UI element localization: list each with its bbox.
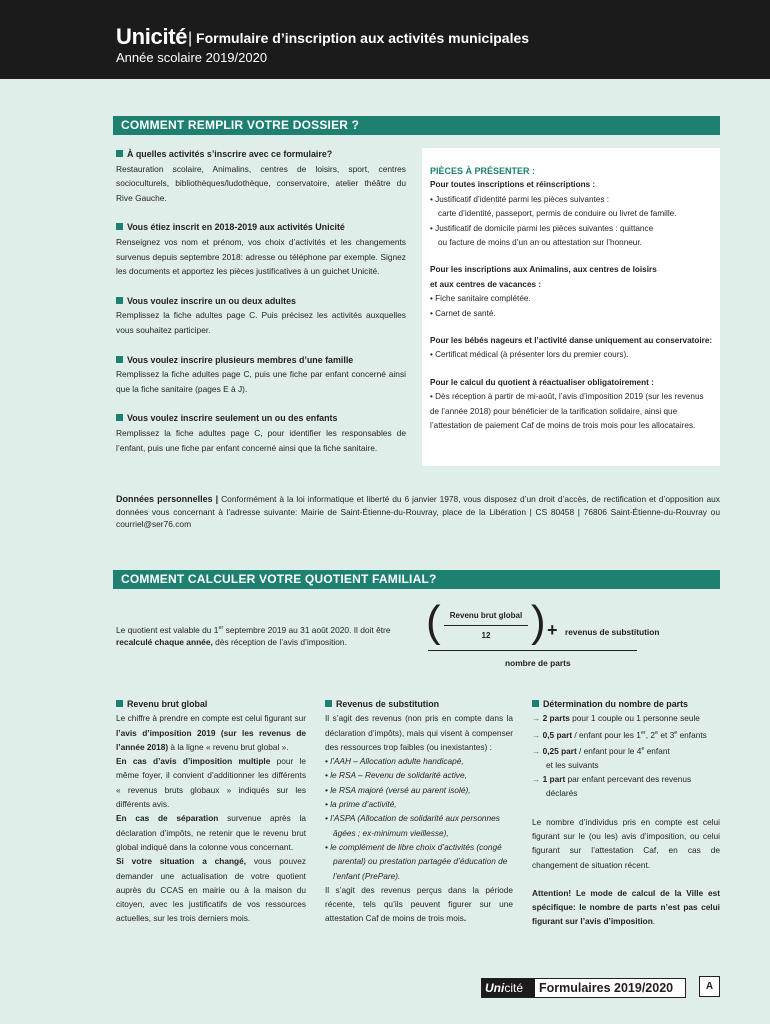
page-number: A bbox=[699, 976, 720, 997]
instruction-heading: À quelles activités s’inscrire avec ce formulaire? bbox=[127, 149, 333, 159]
list-item: • le RSA – Revenu de solidarité active, bbox=[325, 770, 467, 781]
fraction-line bbox=[444, 625, 528, 626]
instruction-text: Remplissez la fiche adultes page C, pour identifier les responsables de l’enfant, puis une fiche par enfant concerné ainsi que la fiche sanitaire. bbox=[116, 427, 406, 453]
list-item: • le complément de libre choix d’activités (congé parental) ou prestation partagée d’éducation de l’enfant (PrePare). bbox=[325, 841, 508, 881]
form-title bbox=[188, 30, 529, 48]
pieces-line: ou facture de moins d’un an ou attestation sur l’honneur. bbox=[438, 238, 642, 248]
pieces-line: • Justificatif d’identité parmi les pièces suivantes : bbox=[430, 194, 609, 204]
footer-label: Formulaires 2019/2020 bbox=[539, 981, 674, 995]
personal-data-label: Données personnelles | bbox=[116, 494, 219, 504]
bullet-square-icon bbox=[116, 223, 123, 230]
bullet-square-icon bbox=[116, 150, 123, 157]
page-header bbox=[0, 0, 770, 79]
pieces-group-title: Pour le calcul du quotient à réactualiser obligatoirement : bbox=[430, 377, 654, 387]
pieces-text: • Dès réception à partir de mi-août, l’avis d’imposition 2019 (sur les revenus de l’année 2018) pour bénéficier de la tarification solidaire, ainsi que l’attestation de paiement Caf de moins de trois mois pour les allocataires. bbox=[430, 392, 704, 431]
instruction-text: Remplissez la fiche adultes page C. Puis précisez les activités auxquelles vous souhaitez participer. bbox=[116, 310, 406, 335]
instruction-item bbox=[116, 411, 406, 455]
form-title-text: Formulaire d’inscription aux activités municipales bbox=[196, 30, 530, 46]
parts-rule: → 0,25 part / enfant pour le 4e enfant bbox=[532, 745, 670, 756]
instruction-item bbox=[116, 220, 406, 278]
pieces-line: carte d’identité, passeport, permis de conduire ou livret de famille. bbox=[438, 209, 677, 219]
instruction-heading: Vous voulez inscrire un ou deux adultes bbox=[127, 295, 296, 306]
pieces-box bbox=[422, 148, 720, 466]
pieces-group-title: Pour les bébés nageurs et l’activité danse uniquement au conservatoire: bbox=[430, 336, 713, 346]
dossier-instructions bbox=[116, 147, 406, 455]
pieces-line: • Carnet de santé. bbox=[430, 308, 496, 318]
list-item: • l’ASPA (Allocation de solidarité aux personnes âgées ; ex-minimum vieillesse), bbox=[325, 813, 500, 838]
unicite-logo: Unicité bbox=[482, 979, 535, 997]
column-heading: Revenu brut global bbox=[127, 699, 208, 709]
column-nombre-parts: Détermination du nombre de parts → 2 parts pour 1 couple ou 1 personne seule → 0,5 part / enfant pour les 1er, 2e et 3e enfants → 0,25 part / enfant pour le 4e enfant et les suivants → 1 part par enfant percevant des revenus déclarés Le nombre d’individus pris en compte est celui figurant sur le (ou les) avis d’imposition, ou celui figurant sur l’attestation Caf, en cas de changement de situation récent. Attention! Le mode de calcul de la Ville est spécifique: le nombre de parts n’est pas celui figurant sur l’avis d’imposition. bbox=[532, 699, 720, 927]
footer-brand bbox=[481, 978, 686, 998]
column-revenu-brut: Revenu brut global Le chiffre à prendre en compte est celui figurant sur l’avis d’imposition 2019 (sur les revenus de l’année 2018) à la ligne « revenu brut global ». En cas d’avis d’imposition multiple pour le même foyer, il convient d’additionner les différents « revenus bruts globaux » indiqués sur les différents avis. En cas de séparation survenue après la déclaration d’impôts, ne retenir que le revenu brut global indiqué dans la colonne vous concernant. Si votre situation a changé, vous pouvez demander une actualisation de votre quotient auprès du CCAS en mairie ou à la maison du citoyen, avec les justificatifs de vos ressources actuelles, sur les trois derniers mois. bbox=[116, 699, 306, 924]
section-title-quotient: COMMENT CALCULER VOTRE QUOTIENT FAMILIAL? bbox=[113, 570, 720, 589]
list-item: • le RSA majoré (versé au parent isolé), bbox=[325, 784, 471, 795]
personal-data-text: Conformément à la loi informatique et liberté du 6 janvier 1978, vous disposez d’un droit d’accès, de rectification et d’opposition aux données vous concernant à l’adresse suivante: Mairie de Saint-Étienne-du-Rouvray, place de la Libération | CS 80458 | 76806 Saint-Étienne-du-Rouvray ou courriel@ser76.com bbox=[116, 494, 720, 530]
bullet-square-icon bbox=[116, 414, 123, 421]
bullet-square-icon bbox=[116, 356, 123, 363]
parts-rule-continued: déclarés bbox=[546, 788, 578, 799]
formula-addend: revenus de substitution bbox=[565, 627, 660, 637]
instruction-heading: Vous voulez inscrire seulement un ou des enfants bbox=[127, 413, 338, 424]
bullet-square-icon bbox=[116, 700, 123, 707]
pieces-line: • Certificat médical (à présenter lors du premier cours). bbox=[430, 350, 629, 360]
instruction-heading: Vous voulez inscrire plusieurs membres d’une famille bbox=[127, 354, 354, 365]
title-separator: | bbox=[188, 30, 193, 47]
pieces-line: • Fiche sanitaire complétée. bbox=[430, 294, 531, 304]
bullet-square-icon bbox=[532, 700, 539, 707]
instruction-heading: Vous étiez inscrit en 2018-2019 aux activités Unicité bbox=[127, 222, 345, 233]
parts-rule: → 0,5 part / enfant pour les 1er, 2e et 3e enfants bbox=[532, 729, 707, 740]
column-revenus-substitution: Revenus de substitution Il s’agit des revenus (non pris en compte dans la déclaration d’impôts), mais qui visent à compenser des ressources trop faibles (ou inexistantes) : • l’AAH – Allocation adulte handicapé, • le RSA – Revenu de solidarité active, • le RSA majoré (versé au parent isolé), • la prime d’activité, • l’ASPA (Allocation de solidarité aux personnes âgées ; ex-minimum vieillesse), • le complément de libre choix d’activités (congé parental) ou prestation partagée d’éducation de l’enfant (PrePare). Il s’agit des revenus perçus dans la période récente, tels qu’ils peuvent figurer sur une attestation Caf de moins de trois mois. bbox=[325, 699, 513, 924]
pieces-group-title: Pour les inscriptions aux Animalins, aux centres de loisirs bbox=[430, 265, 657, 275]
quotient-intro: Le quotient est valable du 1er septembre 2019 au 31 août 2020. Il doit être recalculé chaque année, dès réception de l’avis d’imposition. bbox=[116, 624, 391, 648]
list-item: • l’AAH – Allocation adulte handicapé, bbox=[325, 756, 464, 767]
pieces-title: PIÈCES À PRÉSENTER : bbox=[430, 166, 536, 176]
personal-data-notice bbox=[116, 493, 720, 531]
instruction-item bbox=[116, 147, 406, 205]
arrow-right-icon: → bbox=[532, 713, 541, 724]
paren-open: ( bbox=[426, 597, 441, 646]
instruction-text: Remplissez la fiche adultes page C, puis une fiche par enfant concerné ainsi que la fiche sanitaire (pages E à J). bbox=[116, 369, 406, 394]
column-heading: Détermination du nombre de parts bbox=[543, 699, 688, 709]
formula-denominator: 12 bbox=[481, 631, 491, 640]
arrow-right-icon: → bbox=[532, 774, 541, 785]
pieces-group-title: et aux centres de vacances : bbox=[430, 279, 542, 289]
quotient-formula bbox=[420, 597, 680, 680]
substitution-list bbox=[325, 754, 513, 883]
brand-title: Unicité bbox=[116, 24, 188, 49]
list-item: • la prime d’activité, bbox=[325, 799, 397, 810]
instruction-text: Restauration scolaire, Animalins, centres de loisirs, sport, centres socioculturels, bibliothèques/ludothèque, conservatoire, atelier théâtre du Rive Gauche. bbox=[116, 163, 406, 203]
parts-rule: → 2 parts pour 1 couple ou 1 personne seule bbox=[532, 713, 700, 724]
bullet-square-icon bbox=[116, 297, 123, 304]
division-line bbox=[428, 650, 637, 651]
paren-close: ) bbox=[531, 597, 546, 646]
arrow-right-icon: → bbox=[532, 729, 541, 740]
instruction-item bbox=[116, 294, 406, 338]
formula-divisor: nombre de parts bbox=[505, 658, 571, 668]
instruction-item bbox=[116, 353, 406, 397]
column-heading: Revenus de substitution bbox=[336, 699, 440, 709]
pieces-line: • Justificatif de domicile parmi les pièces suivantes : quittance bbox=[430, 223, 654, 233]
school-year: Année scolaire 2019/2020 bbox=[116, 50, 268, 65]
formula-numerator: Revenu brut global bbox=[449, 611, 523, 620]
arrow-right-icon: → bbox=[532, 745, 541, 756]
parts-rule-continued: et les suivants bbox=[546, 759, 599, 770]
parts-rule: → 1 part par enfant percevant des revenus bbox=[532, 774, 692, 785]
plus-sign: + bbox=[547, 620, 558, 640]
section-title-dossier: COMMENT REMPLIR VOTRE DOSSIER ? bbox=[113, 116, 720, 135]
bullet-square-icon bbox=[325, 700, 332, 707]
instruction-text: Renseignez vos nom et prénom, vos choix d’activités et les changements survenus depuis septembre 2018: adresse ou téléphone par exemple. Signez les documents et apportez les pièces justificatives à un guichet Unicité. bbox=[116, 236, 406, 277]
pieces-group-title: Pour toutes inscriptions et réinscriptions : bbox=[430, 180, 596, 190]
